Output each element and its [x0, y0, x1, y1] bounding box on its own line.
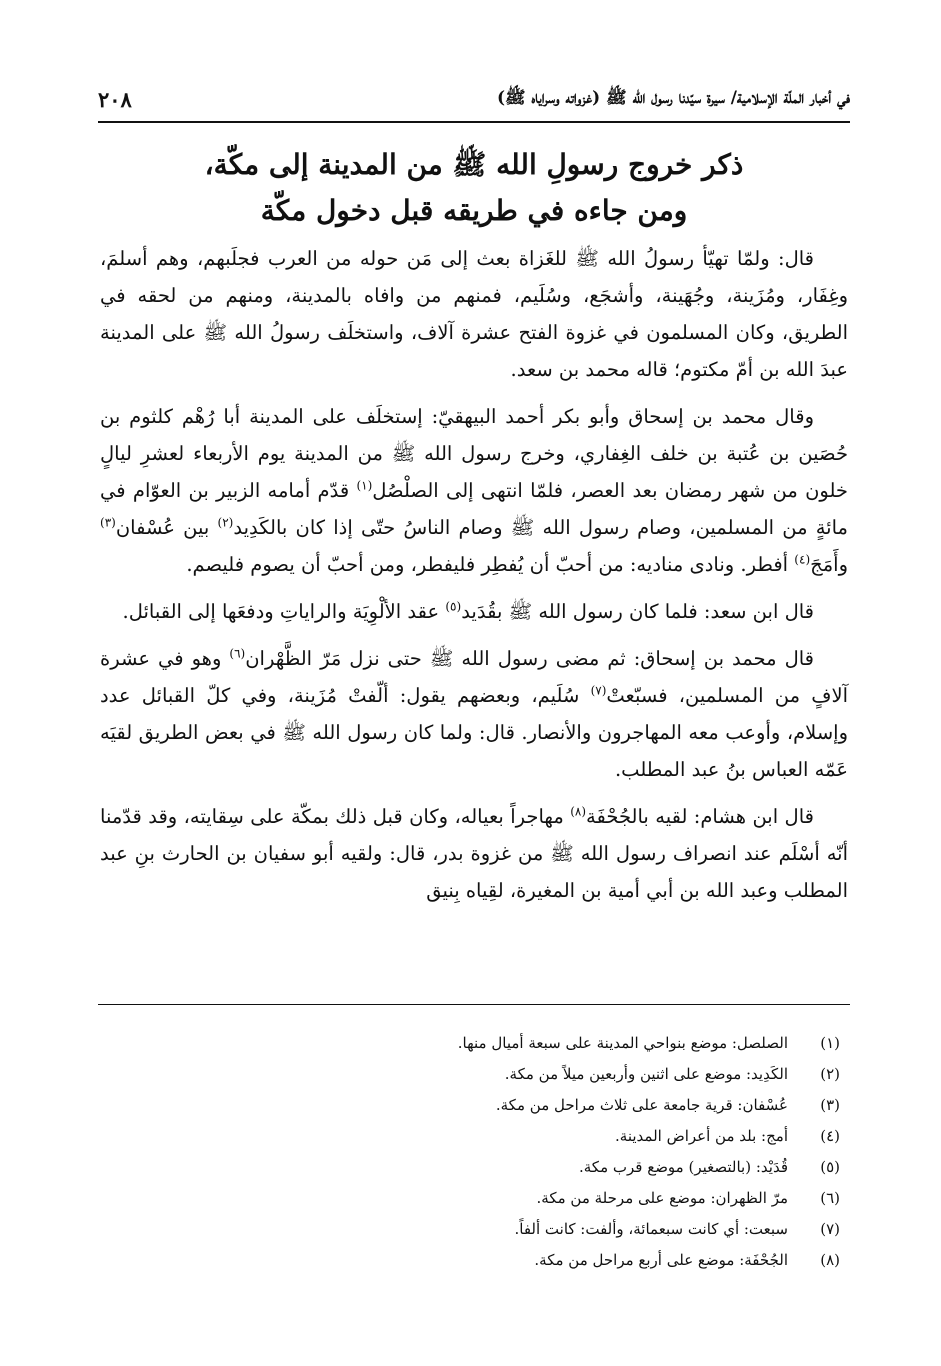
header-rule	[98, 121, 850, 123]
footnote-item	[100, 1245, 840, 1276]
paragraph-text: وقال محمد بن إسحاق وأبو بكر أحمد البيهقيّ: إستخلَف على المدينة أبا رُهْم كلثوم بن حُصَين بن عُتبة بن خلف الغِفاري، وخرج رسول الله ﷺ من المدينة يوم الأربعاء لعشرِ ليالٍ خلون من شهر رمضان بعد العصر، فلمّا انتهى إلى الصلْصُل	[100, 405, 848, 502]
chapter-title	[98, 142, 850, 234]
paragraph-text: قال: ولمّا تهيّأ رسولُ الله ﷺ للغَزاة بعث إلى مَن حوله من العرب فجلَبهم، وهم أسلمَ، وغِفَار، ومُزَينة، وجُهَينة، وأشجَع، وسُلَيم، فمنهم من وافاه بالمدينة، ومنهم من لحقه في الطريق، وكان المسلمون في غزوة الفتح عشرة آلاف، واستخلَف رسولُ الله ﷺ على المدينة عبدَ الله بن أمّ مكتوم؛ قاله محمد بن سعد.	[100, 247, 848, 381]
footnote-number: (٧)	[820, 1220, 840, 1238]
paragraph-text: مهاجراً بعياله، وكان قبل ذلك بمكّة على سِقايته، وقد قدّمنا أنّه أسْلَم عند انصراف رسول الله ﷺ من غزوة بدر، قال: ولقيه أبو سفيان بن الحارث بنِ عبد المطلب وعبد الله بن أبي أمية بن المغيرة، لقِياه بِنيق	[100, 805, 848, 902]
footnote-item	[100, 1059, 840, 1090]
footnote-item	[100, 1183, 840, 1214]
footnote-item	[100, 1090, 840, 1121]
footnote-number: (٢)	[820, 1065, 840, 1083]
paragraph-2	[100, 398, 848, 583]
footnote-ref-2[interactable]: (٢)	[217, 515, 234, 530]
paragraph-text: قال ابن هشام: لقيه بالجُحْفَة	[586, 805, 814, 828]
footnote-text: عُسْفان: قرية جامعة على ثلاث مراحل من مكة.	[495, 1096, 788, 1114]
footnote-ref-7[interactable]: (٧)	[590, 683, 607, 698]
footnote-ref-8[interactable]: (٨)	[570, 804, 587, 819]
footnote-number: (٥)	[820, 1158, 840, 1176]
footnotes	[100, 1028, 840, 1276]
footnote-number: (٨)	[820, 1251, 840, 1269]
paragraph-text: عقد الألْوِيَة والراياتِ ودفعَها إلى القبائل.	[122, 600, 446, 623]
paragraph-4	[100, 640, 848, 788]
footnote-ref-5[interactable]: (٥)	[445, 599, 462, 614]
footnote-number: (٦)	[820, 1189, 840, 1207]
footnote-ref-1[interactable]: (١)	[356, 478, 373, 493]
footnote-item	[100, 1121, 840, 1152]
paragraph-text: أفطر. ونادى مناديه: من أحبّ أن يُفطِر فليفطر، ومن أحبّ أن يصوم فليصم.	[186, 553, 795, 576]
chapter-title-line-1: ذكر خروج رسولِ الله ﷺ من المدينة إلى مكّة،	[204, 148, 744, 181]
paragraph-text: وأَمَجَ	[810, 553, 848, 576]
footnote-text: قُدَيْد: (بالتصغير) موضع قرب مكة.	[578, 1158, 788, 1176]
footnote-ref-4[interactable]: (٤)	[794, 552, 811, 567]
footnote-item	[100, 1214, 840, 1245]
paragraph-text: قال ابن سعد: فلما كان رسول الله ﷺ بقُدَيد	[461, 600, 814, 623]
running-header	[98, 82, 850, 116]
paragraph-3	[100, 593, 848, 630]
footnote-ref-3[interactable]: (٣)	[100, 515, 116, 530]
page-number: ٢٠٨	[98, 86, 132, 112]
paragraph-1	[100, 240, 848, 388]
footnote-rule	[98, 1004, 850, 1005]
footnote-text: أمج: بلد من أعراض المدينة.	[615, 1127, 788, 1145]
footnote-number: (١)	[820, 1034, 840, 1052]
paragraph-text: قدّم أمامه الزبير بن العوّام في مائةٍ من المسلمين، وصام رسول الله ﷺ وصام الناسُ حتّى إذا كان بالكَدِيد	[100, 479, 848, 539]
paragraph-5	[100, 798, 848, 909]
footnote-text: مرّ الظهران: موضع على مرحلة من مكة.	[536, 1189, 788, 1207]
body-text	[100, 240, 848, 919]
footnote-text: الصلصل: موضع بنواحي المدينة على سبعة أميال منها.	[457, 1034, 788, 1052]
footnote-text: سبعت: أي كانت سبعمائة، وألفت: كانت ألفاً.	[514, 1220, 788, 1238]
footnote-number: (٣)	[820, 1096, 840, 1114]
running-title: في أخبار الملّة الإسلامية/ سيرة سيّدنا رسول الله ﷺ (غزواته وسراياه ﷺ)	[496, 87, 850, 108]
chapter-title-line-2: ومن جاءه في طريقه قبل دخول مكّة	[260, 194, 688, 227]
footnote-text: الكَدِيد: موضع على اثنين وأربعين ميلاً من مكة.	[504, 1065, 788, 1083]
footnote-ref-6[interactable]: (٦)	[229, 646, 246, 661]
paragraph-text: سُلَيم، وبعضهم يقول: ألّفتْ مُزَينة، وفي كلّ القبائل عدد وإسلام، وأوعب معه المهاجرون والأنصار. قال: ولما كان رسول الله ﷺ في بعض الطريق لقيَه عَمّه العباس بنُ عبد المطلب.	[100, 684, 848, 781]
paragraph-text: وهو في عشرة آلافٍ من المسلمين، فسبّعتْ	[100, 647, 848, 707]
footnote-number: (٤)	[820, 1127, 840, 1145]
paragraph-text: بين عُسْفان	[115, 516, 218, 539]
footnote-item	[100, 1152, 840, 1183]
paragraph-text: قال محمد بن إسحاق: ثم مضى رسول الله ﷺ حتى نزل مَرّ الظَّهْران	[245, 647, 814, 670]
footnote-item	[100, 1028, 840, 1059]
footnote-text: الجُحْفَة: موضع على أربع مراحل من مكة.	[534, 1251, 788, 1269]
